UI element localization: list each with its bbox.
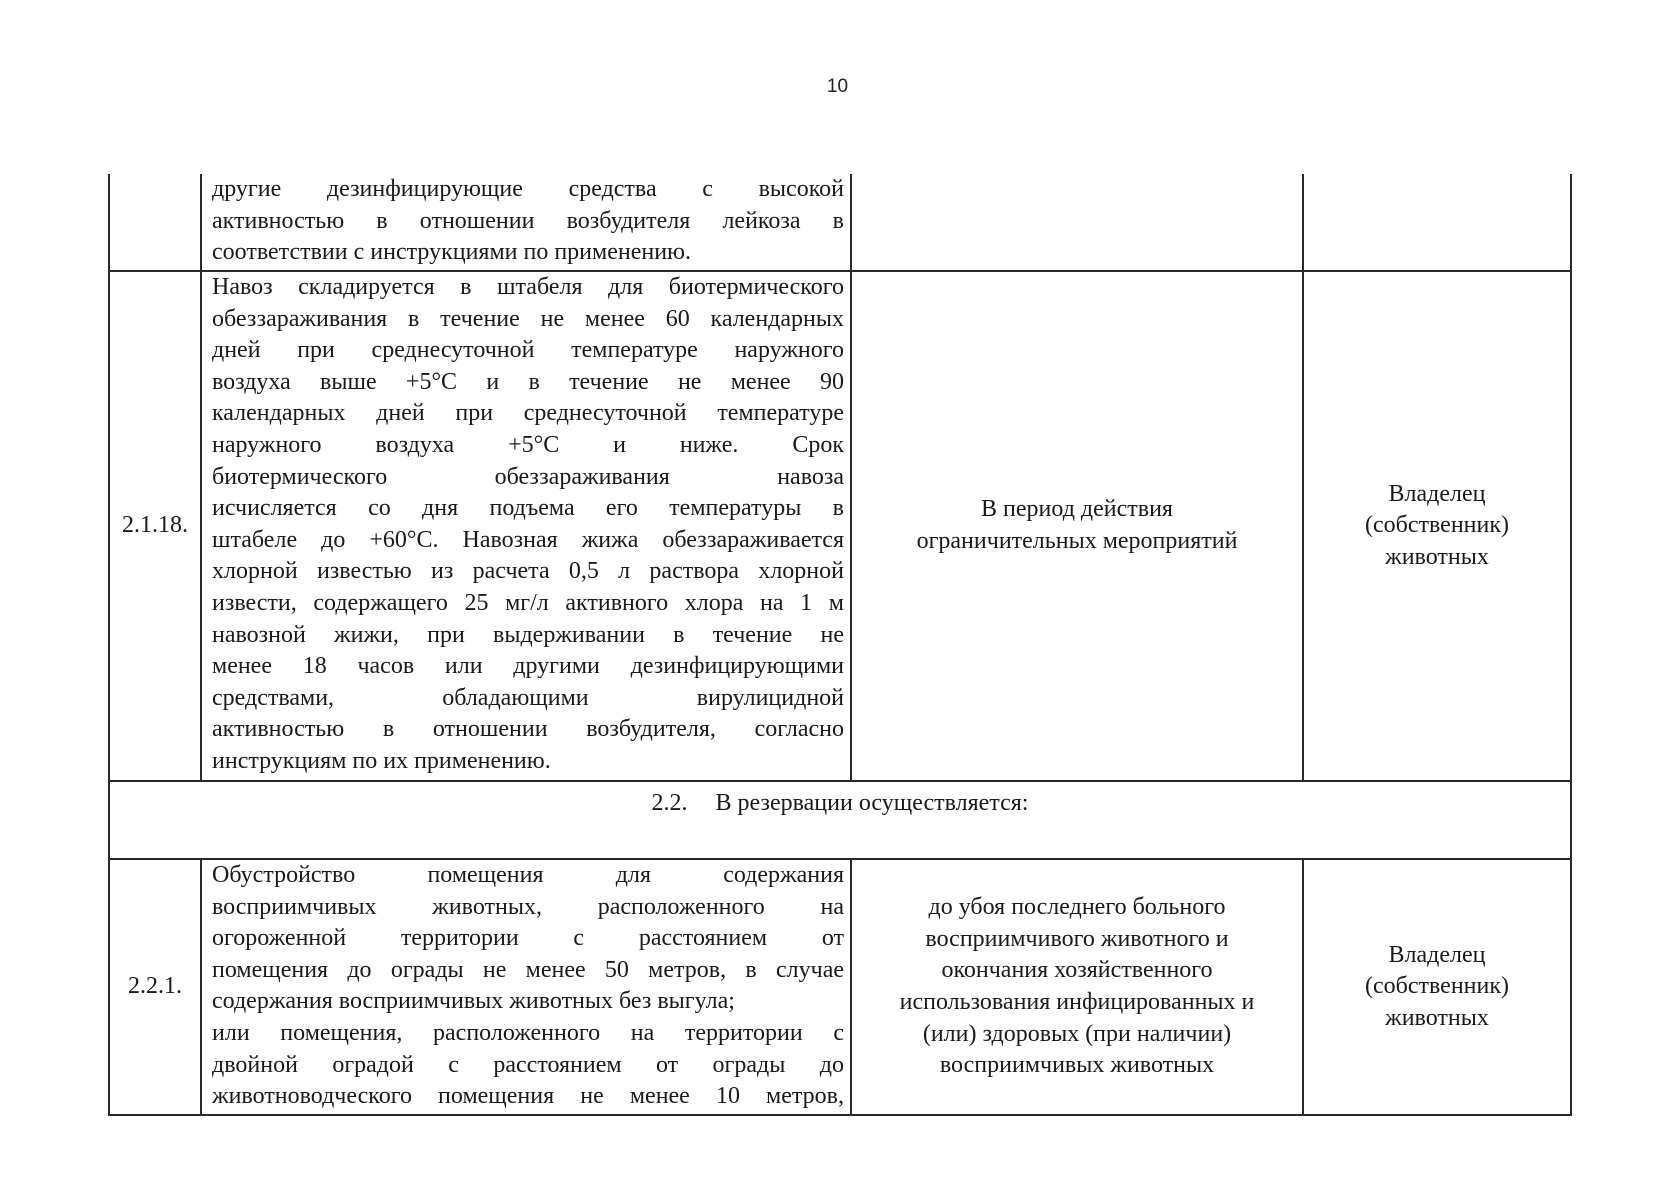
measure-text-cell [201, 271, 851, 781]
measure-text-line: хлорной известью из расчета 0,5 л раствора хлорной [212, 558, 844, 585]
measure-text-line: огороженной территории с расстоянием от [212, 925, 844, 952]
item-number-cell: 2.2.1. [109, 859, 201, 1115]
measure-text-line: или помещения, расположенного на территории с [212, 1019, 844, 1046]
term-line: восприимчивых животных [939, 1052, 1215, 1079]
measure-text-line: календарных дней при среднесуточной температуре [212, 400, 844, 427]
table-row-2-2-1 [109, 859, 1571, 1115]
responsible-line: (собственник) [1364, 512, 1510, 539]
measure-text-line: животноводческого помещения не менее 10 метров, [212, 1083, 844, 1110]
responsible-line: (собственник) [1364, 973, 1510, 1000]
responsible-line: животных [1385, 543, 1489, 570]
measure-text-line: Навоз складируется в штабеля для биотермического [212, 274, 844, 300]
section-number: 2.2. [651, 790, 688, 816]
measure-text-line: двойной оградой с расстоянием от ограды до [212, 1051, 844, 1078]
responsible-cell [1303, 271, 1571, 781]
responsible-cell [1303, 859, 1571, 1115]
measure-text-cell [201, 174, 851, 271]
measure-text-line: навозной жижи, при выдерживании в течение не [212, 621, 844, 648]
section-header-row [109, 781, 1571, 859]
measure-text-line: исчисляется со дня подъема его температуры в [212, 495, 844, 522]
section-header-cell [109, 781, 1571, 859]
term-cell [851, 174, 1303, 271]
responsible-line: животных [1385, 1004, 1489, 1031]
measure-text-line: штабеле до +60°С. Навозная жижа обеззараживается [212, 526, 844, 553]
responsible-line: Владелец [1388, 480, 1486, 507]
responsible-line: Владелец [1388, 941, 1486, 968]
measure-text-line: помещения до ограды не менее 50 метров, в случае [212, 956, 844, 983]
measure-text-line: дней при среднесуточной температуре наружного [212, 337, 844, 364]
term-line: (или) здоровых (при наличии) [922, 1020, 1232, 1047]
table-row-2-1-18 [109, 271, 1571, 781]
term-line: восприимчивого животного и [925, 925, 1229, 952]
measure-text-line: Обустройство помещения для содержания [212, 862, 844, 888]
measures-table [108, 174, 1572, 1116]
term-line: ограничительных мероприятий [916, 528, 1238, 554]
measure-text-line: обеззараживания в течение не менее 60 календарных [212, 305, 844, 332]
term-line: до убоя последнего больного [928, 894, 1226, 921]
measure-text-line: биотермического обеззараживания навоза [212, 463, 844, 490]
measure-text-line: воздуха выше +5°С и в течение не менее 90 [212, 368, 844, 395]
item-number-cell: 2.1.18. [109, 271, 201, 781]
term-line: окончания хозяйственного [941, 957, 1213, 984]
item-number-cell [109, 174, 201, 271]
measure-text-line: активностью в отношении возбудителя, согласно [212, 716, 844, 743]
section-title: В резервации осуществляется: [715, 790, 1029, 816]
term-cell [851, 859, 1303, 1115]
page-number: 10 [826, 76, 849, 97]
measure-text-line: средствами, обладающими вирулицидной [212, 684, 844, 711]
term-cell [851, 271, 1303, 781]
measure-text-line: наружного воздуха +5°С и ниже. Срок [212, 431, 844, 458]
measure-text-line: менее 18 часов или другими дезинфицирующими [212, 653, 844, 680]
table-row-continuation [109, 174, 1571, 271]
measure-text-line: восприимчивых животных, расположенного на [212, 893, 844, 920]
measure-text-line: содержания восприимчивых животных без выгула; [212, 988, 735, 1015]
responsible-cell [1303, 174, 1571, 271]
measure-text-line: инструкциям по их применению. [212, 747, 551, 774]
measure-text-line: другие дезинфицирующие средства с высокой [212, 176, 844, 202]
term-line: использования инфицированных и [899, 989, 1255, 1015]
term-line: В период действия [981, 496, 1173, 523]
measure-text-line: извести, содержащего 25 мг/л активного хлора на 1 м [212, 589, 844, 616]
measure-text-line: соответствии с инструкциями по применению. [212, 239, 691, 266]
measure-text-cell [201, 859, 851, 1115]
measure-text-line: активностью в отношении возбудителя лейкоза в [212, 207, 844, 234]
